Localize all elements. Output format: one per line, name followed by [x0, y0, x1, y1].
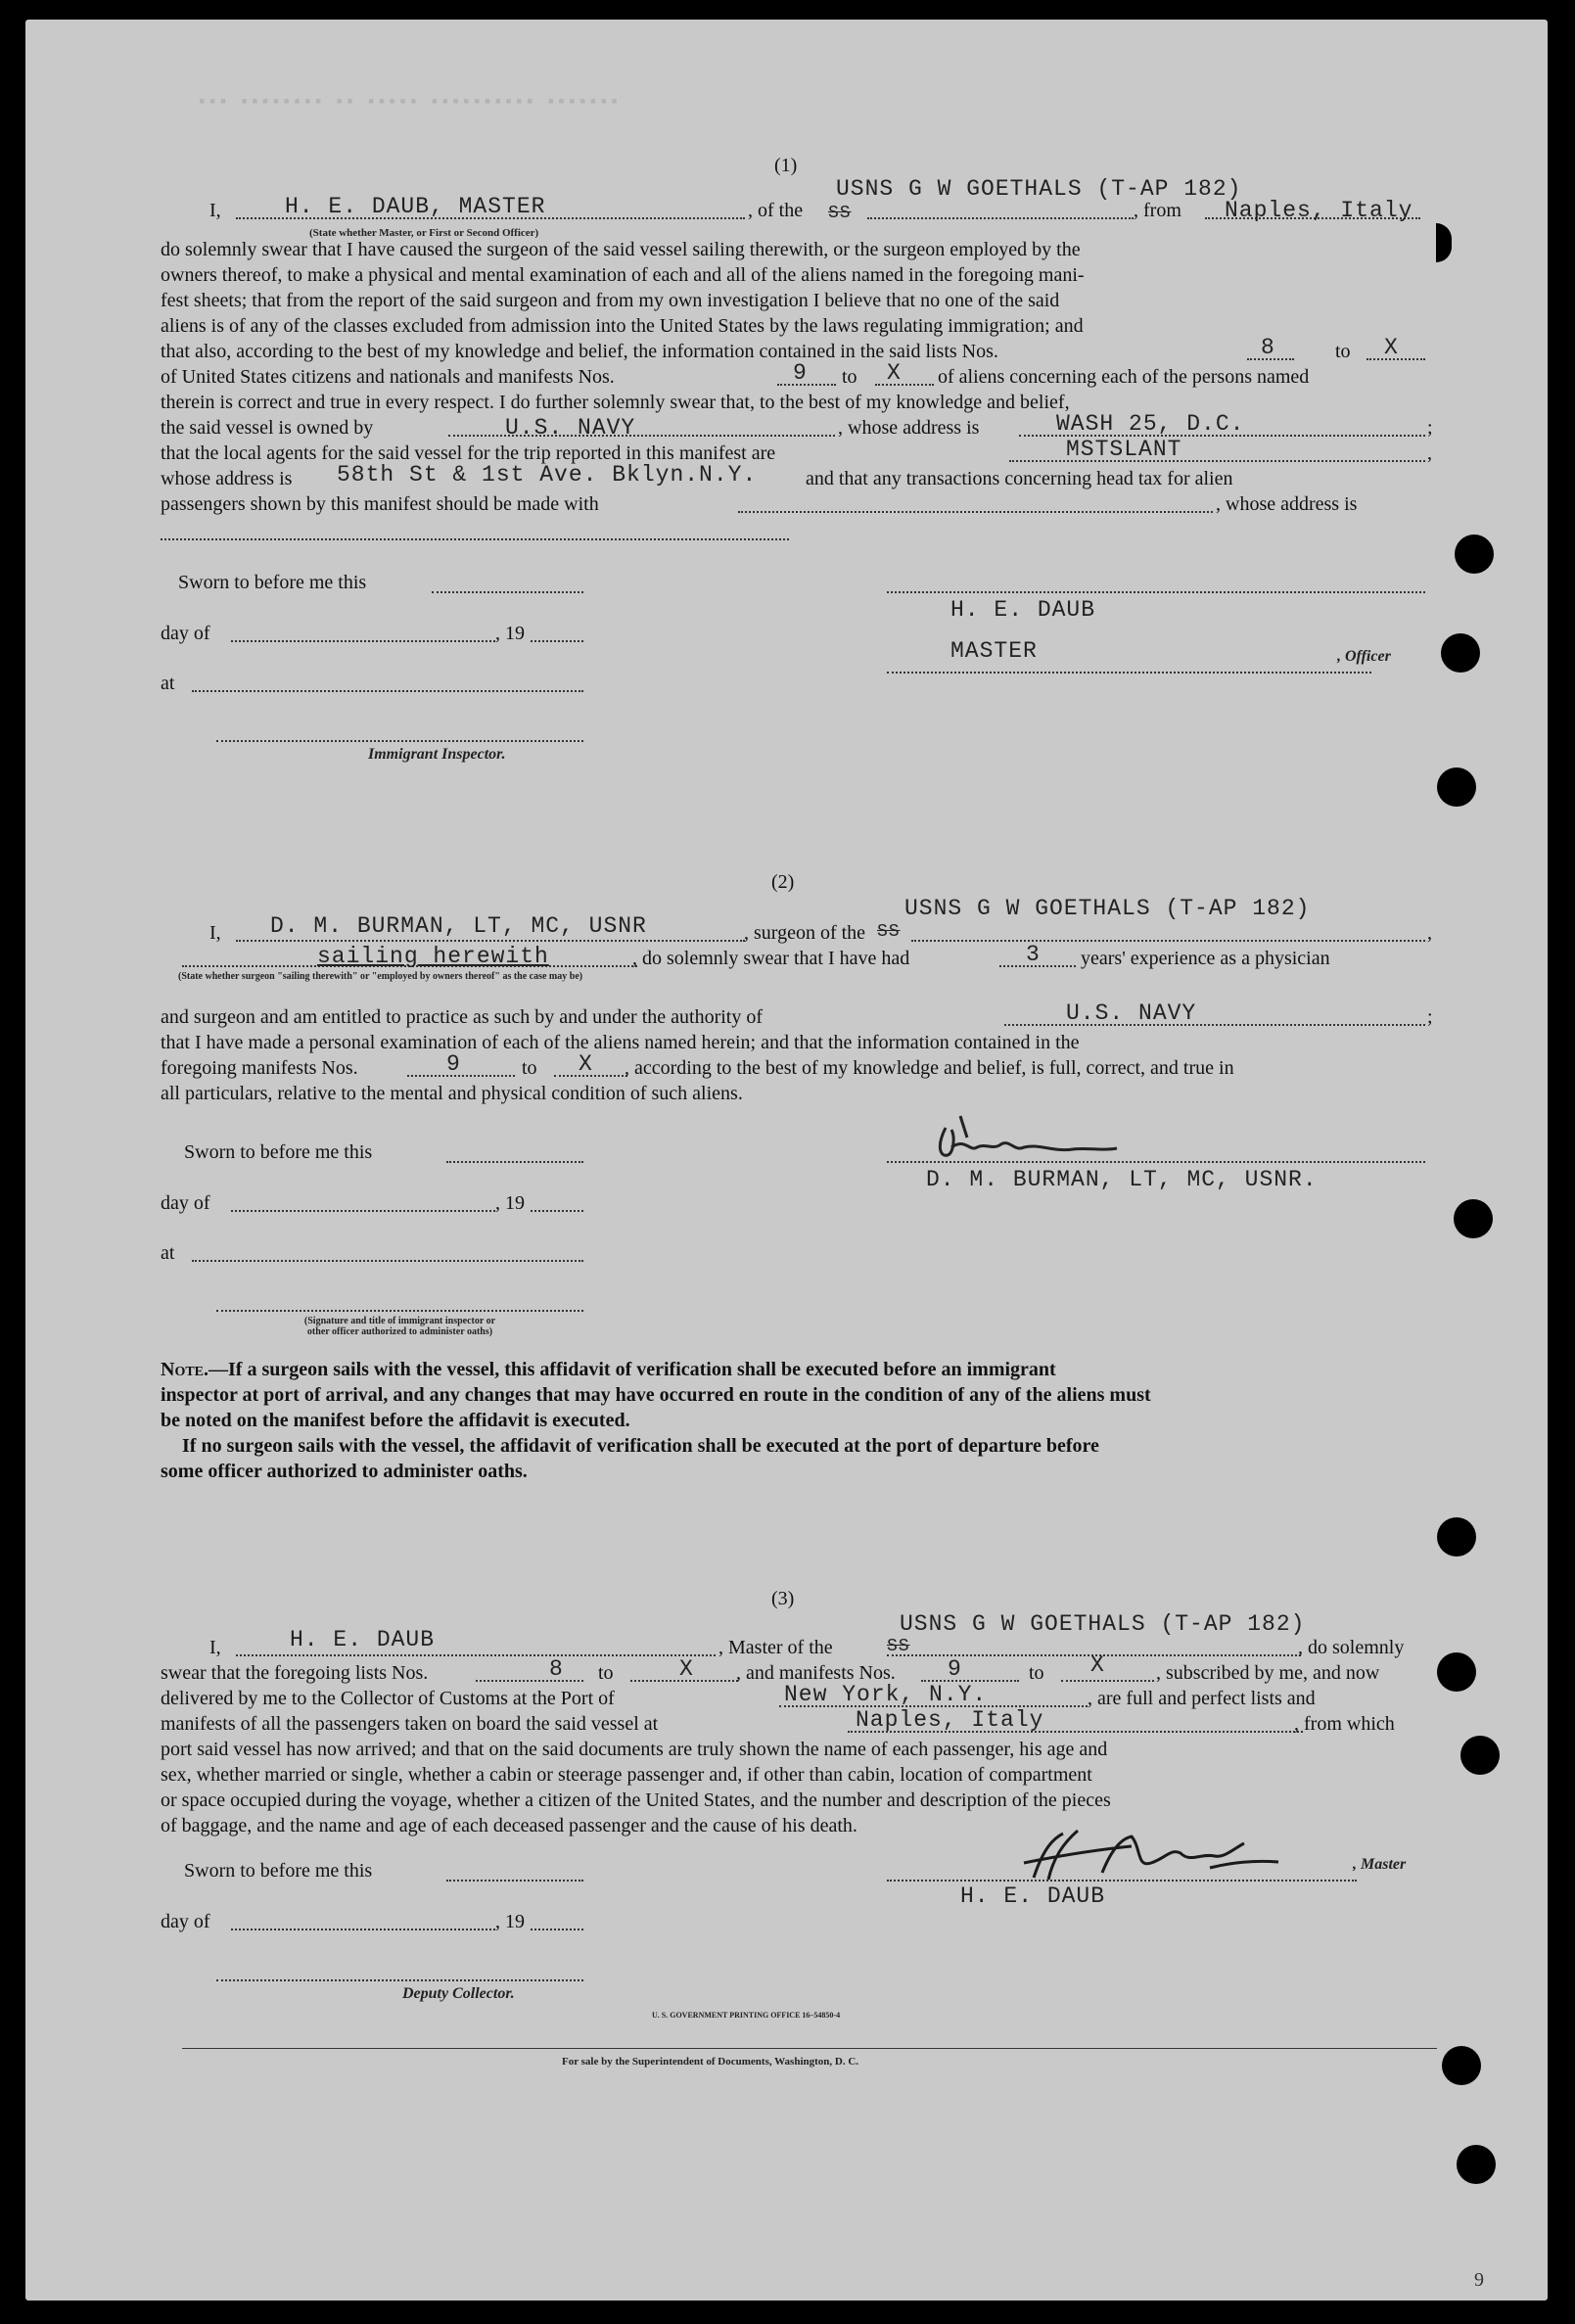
at-label: at	[161, 1242, 175, 1264]
punct: ,	[1427, 922, 1432, 944]
body-line: , whose address is	[838, 417, 980, 439]
master-of-label: , Master of the	[718, 1637, 833, 1658]
collector-label: Deputy Collector.	[402, 1985, 515, 2002]
day-line	[231, 1210, 495, 1212]
master-name-line	[236, 1654, 716, 1656]
punch-hole	[1437, 1517, 1476, 1557]
vessel-field[interactable]: USNS G W GOETHALS (T-AP 182)	[900, 1611, 1306, 1637]
lists-from-field[interactable]: 8	[1261, 335, 1275, 360]
officer-sig-line	[887, 591, 1425, 593]
master-sig-line	[887, 1880, 1357, 1882]
surgeon-name-line	[236, 940, 745, 942]
to-label: to	[598, 1662, 614, 1684]
bleed-through-text: ▪▪▪ ▪▪▪▪▪▪▪▪ ▪▪ ▪▪▪▪▪ ▪▪▪▪▪▪▪▪▪▪ ▪▪▪▪▪▪▪	[197, 93, 621, 113]
body-line: do solemnly swear that I have caused the surgeon of the said vessel sailing therewith, or the surgeon employed by the	[161, 239, 1081, 260]
body-line: that also, according to the best of my knowledge and belief, the information contained in the said lists Nos.	[161, 341, 998, 362]
body-line: therein is correct and true in every respect. I do further solemnly swear that, to the best of my knowledge and belief,	[161, 392, 1070, 413]
collector-line	[216, 1979, 583, 1981]
body-line: port said vessel has now arrived; and that on the said documents are truly shown the name of each passenger, his age and	[161, 1739, 1108, 1760]
lists-to-field[interactable]: X	[1384, 335, 1399, 360]
vessel-strike: SS	[877, 922, 901, 942]
owner-address-field[interactable]: WASH 25, D.C.	[1056, 411, 1245, 437]
body-line: swear that the foregoing lists Nos.	[161, 1662, 429, 1684]
head-tax-line	[738, 511, 1213, 513]
vessel-strike: SS	[828, 204, 852, 223]
manifests-from-field[interactable]: 9	[793, 360, 808, 386]
vessel-line	[911, 940, 1425, 942]
vessel-strike: SS	[887, 1637, 910, 1656]
address-line	[161, 538, 789, 540]
punct: ;	[1427, 1006, 1433, 1028]
at-line	[192, 690, 583, 692]
punch-hole	[1457, 2145, 1496, 2184]
body-line: and that any transactions concerning head tax for alien	[806, 468, 1233, 489]
oath-officer-label-line: (Signature and title of immigrant inspector or	[303, 1316, 496, 1326]
note-line	[161, 1359, 1056, 1381]
body-line: that I have made a personal examination of each of the aliens named herein; and that the information contained in the	[161, 1032, 1080, 1053]
body-line: , subscribed by me, and now	[1156, 1662, 1380, 1684]
section-number: (1)	[774, 155, 798, 176]
page-mark: 9	[1474, 2269, 1484, 2291]
sworn-line	[446, 1880, 583, 1882]
lists-from-field[interactable]: 8	[549, 1656, 564, 1682]
nos-to-field[interactable]: X	[579, 1051, 593, 1077]
day-line	[231, 1929, 495, 1930]
body-line: of aliens concerning each of the persons named	[938, 366, 1310, 388]
sworn-label: Sworn to before me this	[184, 1141, 373, 1163]
punch-hole	[1460, 1736, 1500, 1775]
authority-field[interactable]: U.S. NAVY	[1066, 1000, 1197, 1026]
body-line: owners thereof, to make a physical and mental examination of each and all of the aliens named in the foregoing mani-	[161, 264, 1085, 286]
body-line: , according to the best of my knowledge and belief, is full, correct, and true in	[625, 1057, 1234, 1079]
punch-hole	[1441, 633, 1480, 673]
vessel-field[interactable]: USNS G W GOETHALS (T-AP 182)	[836, 176, 1242, 202]
officer-name: H. E. DAUB	[950, 597, 1096, 623]
printing-office: U. S. GOVERNMENT PRINTING OFFICE 16–54850-4	[652, 2011, 841, 2020]
sworn-line	[432, 591, 583, 593]
body-line: delivered by me to the Collector of Customs at the Port of	[161, 1688, 615, 1709]
inspector-line	[216, 740, 583, 742]
at-line	[192, 1260, 583, 1262]
to-label: to	[1335, 341, 1351, 362]
body-line: manifests of all the passengers taken on board the said vessel at	[161, 1713, 659, 1735]
to-label: to	[1029, 1662, 1044, 1684]
day-of-label: day of	[161, 623, 210, 644]
nos-from-line	[407, 1075, 515, 1077]
body-line: , are full and perfect lists and	[1088, 1688, 1316, 1709]
year-line	[531, 640, 583, 642]
body-line: , and manifests Nos.	[736, 1662, 896, 1684]
body-line: the said vessel is owned by	[161, 417, 374, 439]
sailing-field[interactable]: sailing herewith	[317, 944, 549, 969]
section-number: (3)	[771, 1588, 795, 1609]
body-line: foregoing manifests Nos.	[161, 1057, 358, 1079]
man-to-field[interactable]: X	[1090, 1652, 1105, 1678]
nos-from-field[interactable]: 9	[446, 1051, 461, 1077]
master-name-field[interactable]: H. E. DAUB	[290, 1627, 436, 1652]
manifests-to-line	[875, 384, 934, 386]
to-label: to	[842, 366, 857, 388]
body-line: fest sheets; that from the report of the said surgeon and from my own investigation I believe that no one of the said	[161, 290, 1060, 311]
note-line: be noted on the manifest before the affidavit is executed.	[161, 1410, 630, 1431]
i-label: I,	[209, 922, 221, 944]
body-line: whose address is	[161, 468, 293, 489]
body-line: and surgeon and am entitled to practice as such by and under the authority of	[161, 1006, 763, 1028]
note-head: Note.	[161, 1359, 209, 1380]
punct: ;	[1427, 417, 1433, 439]
year-line	[531, 1929, 583, 1930]
master-label: , Master	[1353, 1856, 1407, 1873]
vessel-line	[867, 217, 1134, 219]
inspector-label: Immigrant Inspector.	[368, 746, 506, 763]
manifests-to-field[interactable]: X	[887, 360, 902, 386]
body-line: of baggage, and the name and age of each deceased passenger and the cause of his death.	[161, 1815, 857, 1836]
body-line: that the local agents for the said vessel for the trip reported in this manifest are	[161, 442, 776, 464]
note-line: If no surgeon sails with the vessel, the affidavit of verification shall be executed at the port of departure before	[182, 1435, 1099, 1457]
lists-from-line	[476, 1680, 583, 1682]
punch-hole	[1437, 1652, 1476, 1692]
body-line: all particulars, relative to the mental and physical condition of such aliens.	[161, 1083, 743, 1104]
year-label: , 19	[495, 1911, 525, 1932]
body-line: or space occupied during the voyage, whether a citizen of the United States, and the number and description of the pieces	[161, 1789, 1111, 1811]
at-label: at	[161, 673, 175, 694]
punct: ,	[1427, 442, 1432, 464]
officer-title-line	[887, 672, 1371, 674]
note-line: some officer authorized to administer oaths.	[161, 1461, 528, 1482]
body-line: , do solemnly	[1298, 1637, 1405, 1658]
body-line: , from which	[1294, 1713, 1395, 1735]
year-label: , 19	[495, 623, 525, 644]
surgeon-of-label: , surgeon of the	[744, 922, 866, 944]
i-label: I,	[209, 200, 221, 221]
oath-officer-label	[216, 1316, 583, 1337]
year-label: , 19	[495, 1192, 525, 1214]
from-place-field[interactable]: Naples, Italy	[1225, 198, 1413, 223]
body-line: aliens is of any of the classes excluded from admission into the United States by the laws regulating immigration; and	[161, 315, 1084, 337]
body-line: sex, whether married or single, whether a cabin or steerage passenger and, if other than cabin, location of compartment	[161, 1764, 1092, 1786]
year-line	[531, 1210, 583, 1212]
sworn-label: Sworn to before me this	[184, 1860, 373, 1882]
taken-at-field[interactable]: Naples, Italy	[856, 1707, 1044, 1733]
day-of-label: day of	[161, 1911, 210, 1932]
body-line: of United States citizens and nationals and manifests Nos.	[161, 366, 615, 388]
vessel-field[interactable]: USNS G W GOETHALS (T-AP 182)	[904, 896, 1311, 921]
officer-title: MASTER	[950, 638, 1038, 664]
body-line: , whose address is	[1216, 493, 1358, 515]
surgeon-name-field[interactable]: D. M. BURMAN, LT, MC, USNR	[270, 913, 647, 939]
master-typed-name: H. E. DAUB	[960, 1883, 1106, 1909]
punch-hole	[1455, 535, 1494, 574]
oath-officer-line	[216, 1310, 583, 1312]
punch-hole	[1437, 767, 1476, 807]
of-the-label: , of the	[748, 200, 804, 221]
port-field[interactable]: New York, N.Y.	[784, 1682, 988, 1707]
punch-hole	[1454, 1199, 1493, 1238]
footer-divider	[182, 2048, 1437, 2049]
sworn-label: Sworn to before me this	[178, 572, 367, 593]
document-page	[25, 20, 1548, 2301]
body-line: , do solemnly swear that I have had	[632, 948, 910, 969]
day-of-label: day of	[161, 1192, 210, 1214]
section-number: (2)	[771, 871, 795, 893]
note-text: —If a surgeon sails with the vessel, this affidavit of verification shall be executed before an immigrant	[208, 1359, 1056, 1380]
owner-field[interactable]: U.S. NAVY	[505, 415, 636, 441]
officer-label: , Officer	[1337, 648, 1391, 665]
man-to-line	[1061, 1680, 1154, 1682]
years-field[interactable]: 3	[1026, 942, 1041, 967]
master-name-field[interactable]: H. E. DAUB, MASTER	[285, 194, 546, 219]
man-from-field[interactable]: 9	[948, 1656, 962, 1682]
to-label: to	[522, 1057, 537, 1079]
sworn-line	[446, 1161, 583, 1163]
for-sale-line: For sale by the Superintendent of Documents, Washington, D. C.	[562, 2056, 859, 2068]
master-note: (State whether Master, or First or Second Officer)	[309, 227, 539, 239]
surgeon-typed-name: D. M. BURMAN, LT, MC, USNR.	[926, 1167, 1318, 1192]
oath-officer-label-line: other officer authorized to administer oaths)	[306, 1326, 493, 1337]
body-line: passengers shown by this manifest should be made with	[161, 493, 599, 515]
agents-field[interactable]: MSTSLANT	[1066, 437, 1182, 462]
lists-to-field[interactable]: X	[679, 1656, 694, 1682]
i-label: I,	[209, 1637, 221, 1658]
sailing-note: (State whether surgeon "sailing therewith" or "employed by owners thereof" as the case may be)	[178, 971, 583, 982]
from-label: , from	[1134, 200, 1181, 221]
punch-hole	[1442, 2046, 1481, 2085]
body-line: years' experience as a physician	[1081, 948, 1330, 969]
note-line: inspector at port of arrival, and any changes that may have occurred en route in the condition of any of the aliens must	[161, 1384, 1151, 1406]
surgeon-sig-line	[887, 1161, 1425, 1163]
agents-address-field[interactable]: 58th St & 1st Ave. Bklyn.N.Y.	[337, 462, 758, 488]
day-line	[231, 640, 495, 642]
